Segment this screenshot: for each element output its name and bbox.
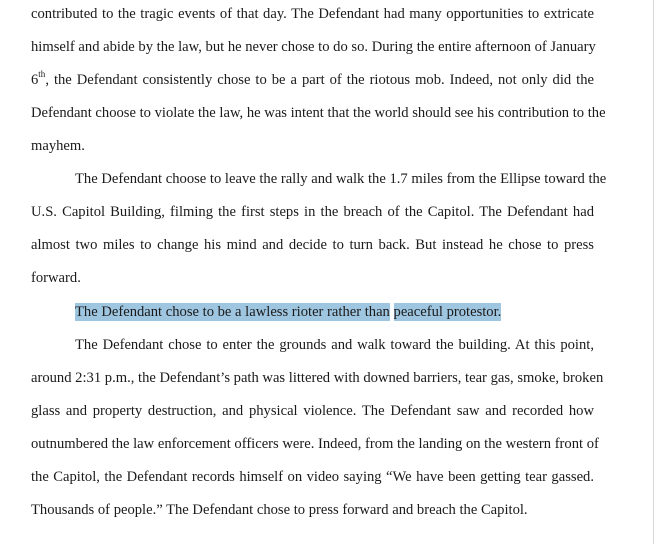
text-line: glass and property destruction, and physical violence. The Defendant saw and recorded how: [31, 403, 594, 419]
date-suffix: th: [38, 69, 46, 80]
text-line: U.S. Capitol Building, filming the first steps in the breach of the Capitol. The Defendant had: [31, 204, 594, 220]
text-line: Defendant choose to violate the law, he was intent that the world should see his contribution to the: [31, 105, 606, 121]
text-line: around 2:31 p.m., the Defendant’s path was littered with downed barriers, tear gas, smoke, broken: [31, 370, 604, 386]
text-line: outnumbered the law enforcement officers were. Indeed, from the landing on the western front of: [31, 436, 599, 452]
text-line: himself and abide by the law, but he never chose to do so. During the entire afternoon of January: [31, 39, 596, 55]
text-line: mayhem.: [31, 138, 85, 154]
text-line: contributed to the tragic events of that day. The Defendant had many opportunities to extricate: [31, 6, 594, 22]
text-highlight: The Defendant chose to be a lawless rioter rather than: [75, 304, 390, 320]
text-line: the Capitol, the Defendant records himself on video saying “We have been getting tear gassed.: [31, 469, 594, 485]
text-line: The Defendant chose to enter the grounds and walk toward the building. At this point,: [75, 337, 594, 353]
text-fragment: the Defendant consistently chose to be a part of the riotous mob. Indeed, not only did the: [53, 72, 594, 88]
text-line: The Defendant choose to leave the rally and walk the 1.7 miles from the Ellipse toward the: [75, 171, 607, 187]
highlighted-sentence[interactable]: [75, 303, 594, 321]
date-number: 6: [31, 72, 39, 88]
text-line: [31, 71, 594, 89]
date-comma: ,: [45, 72, 49, 88]
text-highlight: peaceful protestor.: [393, 304, 502, 320]
text-line: forward.: [31, 270, 81, 286]
text-line: almost two miles to change his mind and decide to turn back. But instead he chose to press: [31, 237, 594, 253]
text-line: Thousands of people.” The Defendant chose to press forward and breach the Capitol.: [31, 502, 528, 518]
